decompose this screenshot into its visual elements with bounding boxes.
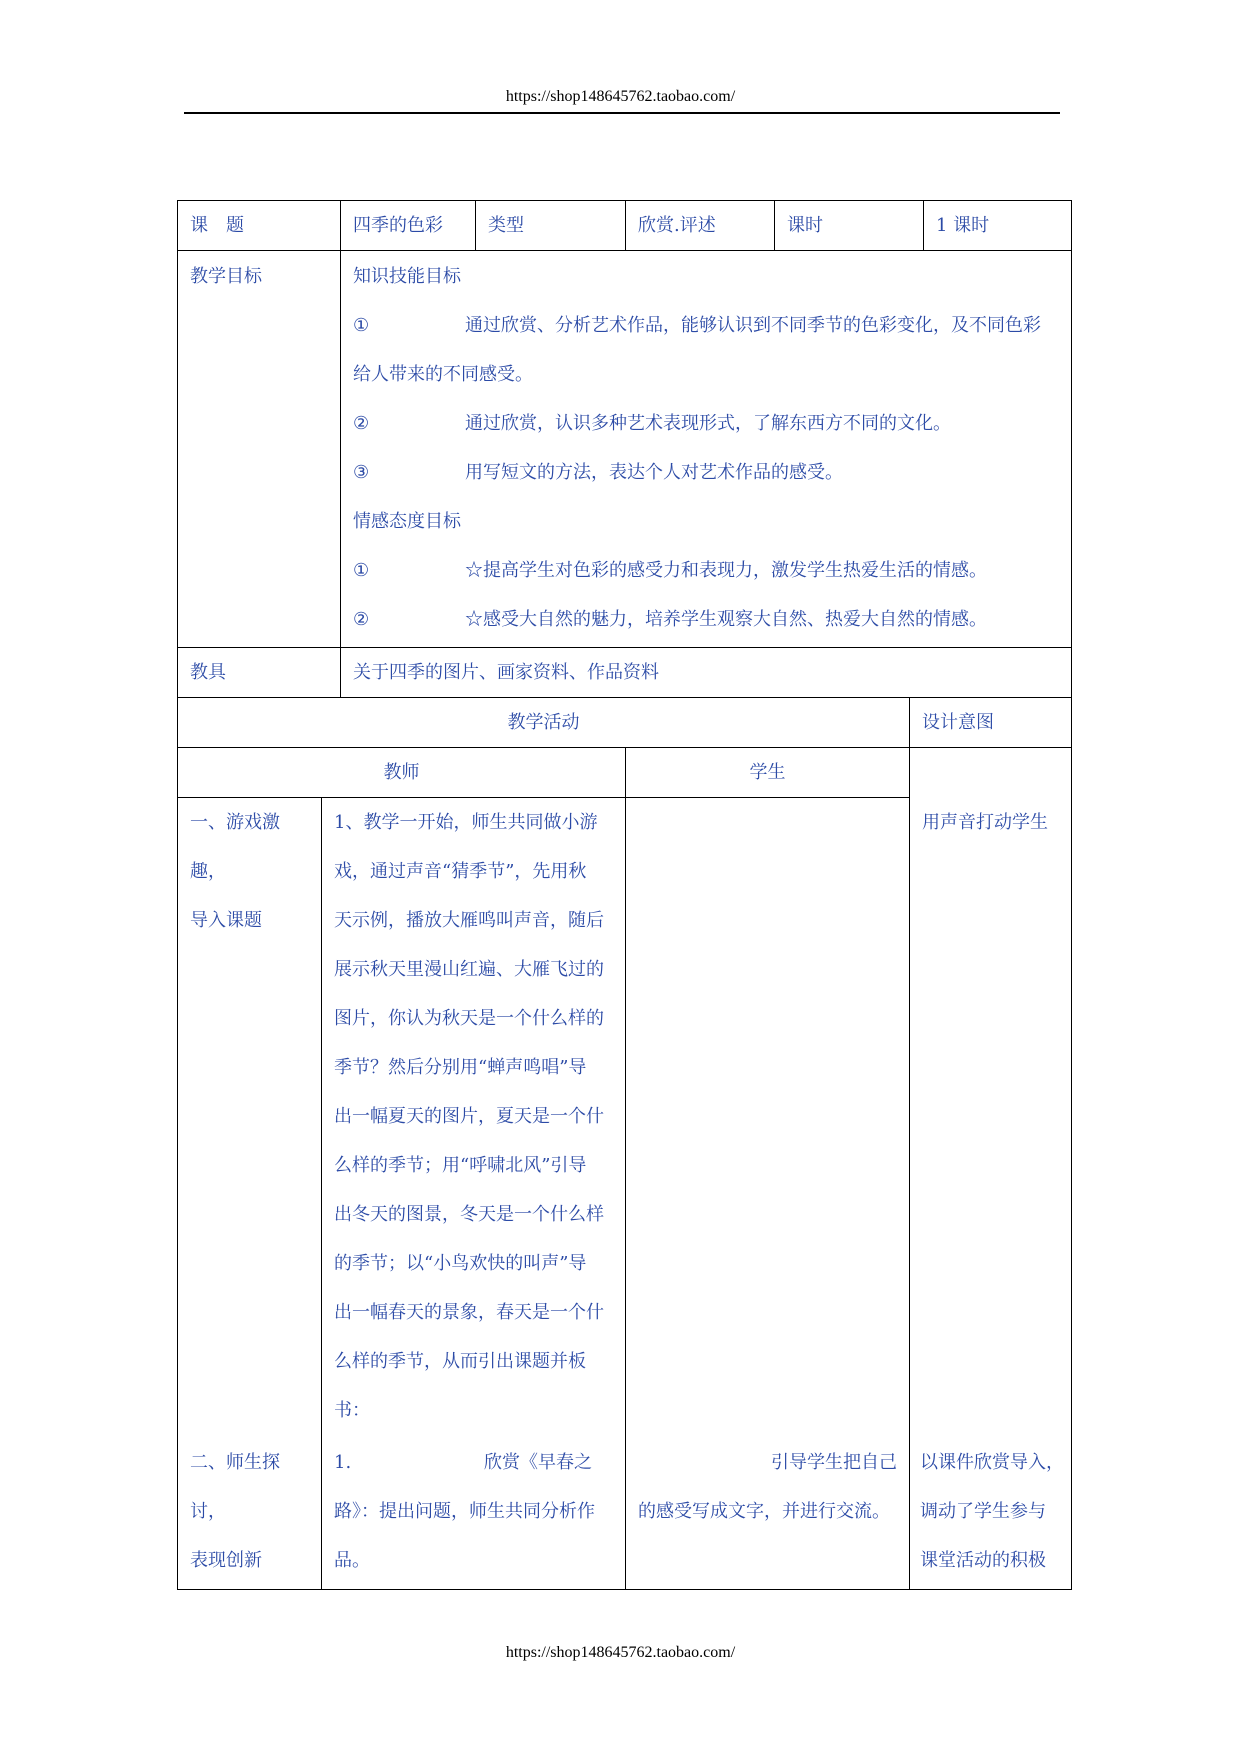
teacher-line: 出冬天的图景，冬天是一个什么样	[334, 1204, 604, 1225]
tools-value: 关于四季的图片、画家资料、作品资料	[353, 662, 659, 683]
type-value: 欣赏.评述	[638, 215, 716, 236]
intent-header: 设计意图	[922, 712, 994, 733]
teacher-line: 出一幅夏天的图片，夏天是一个什	[334, 1106, 604, 1127]
header-rule	[184, 112, 1060, 114]
knowledge-item	[353, 301, 1059, 350]
hours-value: 1 课时	[936, 215, 990, 236]
intent-line: 以课件欣赏导入，	[920, 1452, 1064, 1473]
label-tools: 教具	[190, 662, 226, 683]
teacher-line: 图片，你认为秋天是一个什么样的	[334, 1008, 604, 1029]
step2-teacher	[322, 1438, 625, 1588]
label-topic: 课 题	[190, 215, 244, 236]
step-label-line: 二、师生探讨，	[190, 1452, 280, 1522]
knowledge-item	[353, 399, 1059, 448]
emotion-title: 情感态度目标	[353, 511, 461, 532]
teacher-line: 1、教学一开始，师生共同做小游	[334, 812, 598, 833]
teacher-line: 的季节；以“小鸟欢快的叫声”导	[334, 1253, 587, 1274]
student-line: 的感受写成文字，并进行交流。	[638, 1501, 890, 1522]
item-text: 用写短文的方法，表达个人对艺术作品的感受。	[465, 462, 843, 483]
teacher-line: 品。	[334, 1550, 370, 1571]
teacher-line	[334, 1438, 613, 1487]
knowledge-item	[353, 448, 1059, 497]
label-goals: 教学目标	[190, 266, 262, 287]
label-hours: 课时	[787, 215, 823, 236]
intent-line: 课堂活动的积极	[920, 1550, 1046, 1571]
footer-url: https://shop148645762.taobao.com/	[505, 1644, 736, 1661]
item-number: ②	[353, 413, 370, 434]
intent-line: 调动了学生参与	[920, 1501, 1046, 1522]
step-label-line: 导入课题	[190, 910, 262, 931]
item-text: 通过欣赏，认识多种艺术表现形式，了解东西方不同的文化。	[465, 413, 951, 434]
teacher-line: 路》：提出问题，师生共同分析作	[334, 1501, 595, 1522]
item-text: 通过欣赏、分析艺术作品，能够认识到不同季节的色彩变化，及不同色彩	[465, 315, 1041, 336]
header-url: https://shop148645762.taobao.com/	[505, 88, 736, 105]
knowledge-title: 知识技能目标	[353, 266, 461, 287]
emotion-item	[353, 595, 1059, 644]
item-text: ☆提高学生对色彩的感受力和表现力，激发学生热爱生活的情感。	[465, 560, 987, 581]
teacher-line: 季节？然后分别用“蝉声鸣唱”导	[334, 1057, 587, 1078]
emotion-item	[353, 546, 1059, 595]
goals-content	[341, 252, 1071, 647]
item-number: 1.	[334, 1452, 352, 1473]
step-label-line: 表现创新	[190, 1550, 262, 1571]
step1-label	[178, 798, 321, 1438]
label-type: 类型	[488, 215, 524, 236]
teacher-first-text: 欣赏《早春之	[484, 1452, 592, 1473]
item-number: ③	[353, 462, 370, 483]
step2-label	[178, 1438, 321, 1588]
teacher-line: 戏，通过声音“猜季节”，先用秋	[334, 861, 587, 882]
step2-intent	[910, 1438, 1071, 1588]
teacher-line: 么样的季节；用“呼啸北风”引导	[334, 1155, 587, 1176]
item-number: ②	[353, 609, 370, 630]
teacher-line: 天示例，播放大雁鸣叫声音，随后	[334, 910, 604, 931]
teacher-header: 教师	[383, 762, 420, 783]
item-text-continued: 给人带来的不同感受。	[353, 364, 533, 385]
teacher-line: 展示秋天里漫山红遍、大雁飞过的	[334, 959, 604, 980]
step2-student	[626, 1438, 909, 1588]
teacher-line: 么样的季节，从而引出课题并板书：	[334, 1351, 586, 1421]
step1-teacher	[322, 798, 625, 1438]
step-label-line: 一、游戏激趣，	[190, 812, 280, 882]
item-number: ①	[353, 560, 370, 581]
item-text: ☆感受大自然的魅力，培养学生观察大自然、热爱大自然的情感。	[465, 609, 987, 630]
student-line: 引导学生把自己	[771, 1452, 897, 1473]
activities-header: 教学活动	[507, 712, 580, 733]
item-number: ①	[353, 315, 370, 336]
teacher-line: 出一幅春天的景象，春天是一个什	[334, 1302, 604, 1323]
topic-value: 四季的色彩	[353, 215, 443, 236]
student-header: 学生	[749, 762, 786, 783]
step1-intent: 用声音打动学生	[922, 812, 1048, 833]
